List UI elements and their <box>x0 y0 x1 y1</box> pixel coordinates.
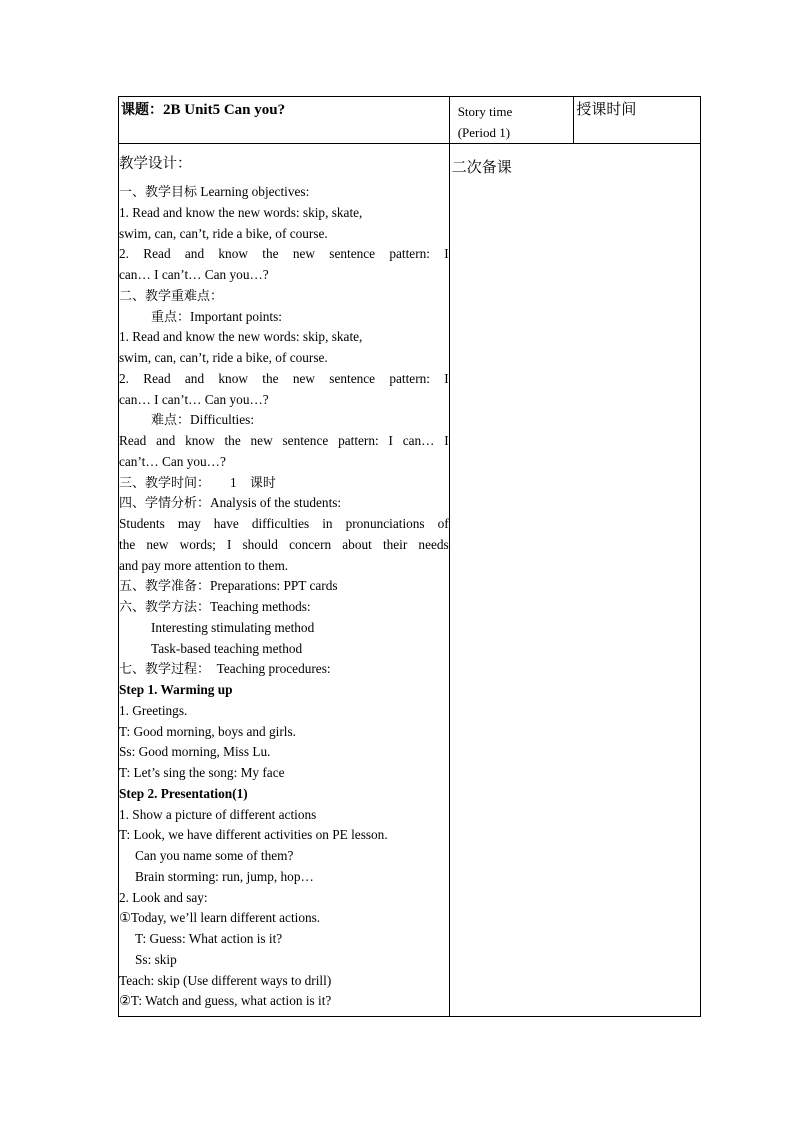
text-line: ①Today, we’ll learn different actions. <box>119 910 321 926</box>
title-cell <box>119 97 450 144</box>
lesson-plan-table <box>118 96 701 1017</box>
text-line: Read and know the new sentence pattern: I can… I <box>119 433 449 448</box>
text-line: swim, can, can’t, ride a bike, of course. <box>119 225 328 241</box>
text-line: can… I can’t… Can you…? <box>119 267 269 282</box>
second-preparation-cell <box>449 144 700 1017</box>
teaching-time-label: 授课时间 <box>576 100 637 118</box>
section-time: 三、教学时间： 1 课时 <box>119 474 276 491</box>
method-item: Interesting stimulating method <box>151 619 315 635</box>
text-line: T: Look, we have different activities on PE lesson. <box>119 827 388 843</box>
text-line: ②T: Watch and guess, what action is it? <box>119 993 332 1009</box>
design-heading: 教学设计： <box>119 156 192 172</box>
lesson-title: 课题：2B Unit5 Can you? <box>121 102 286 118</box>
text-line: Ss: skip <box>135 951 177 967</box>
text-line: Students may have difficulties in pronunciations of <box>119 516 449 531</box>
text-line: 1. Read and know the new words: skip, skate, <box>119 329 363 345</box>
text-line: Ss: Good morning, Miss Lu. <box>119 744 271 760</box>
period-label: (Period 1) <box>457 125 511 140</box>
section-methods: 六、教学方法：Teaching methods: <box>119 599 311 615</box>
text-line: 1. Read and know the new words: skip, skate, <box>119 204 363 220</box>
text-line: T: Good morning, boys and girls. <box>119 723 296 739</box>
text-line: the new words; I should concern about their needs <box>119 536 449 552</box>
text-line: 2. Look and say: <box>119 889 208 905</box>
section-analysis: 四、学情分析：Analysis of the students: <box>119 495 342 512</box>
text-line: 2. Read and know the new sentence pattern: I <box>119 370 449 386</box>
text-line: Teach: skip (Use different ways to drill) <box>119 972 332 988</box>
difficulties-label: 难点：Difficulties: <box>151 412 255 429</box>
lesson-content <box>119 144 449 1012</box>
text-line: can… I can’t… Can you…? <box>119 391 269 407</box>
story-time-cell <box>449 97 574 144</box>
section-preparations: 五、教学准备：Preparations: PPT cards <box>119 578 338 595</box>
important-points-label: 重点：Important points: <box>151 308 282 325</box>
story-time-label: Story time <box>457 104 513 119</box>
step-heading: Step 1. Warming up <box>119 682 233 697</box>
text-line: swim, can, can’t, ride a bike, of course. <box>119 350 328 365</box>
text-line: 1. Greetings. <box>119 702 188 718</box>
text-line: Brain storming: run, jump, hop… <box>135 868 314 884</box>
text-line: T: Guess: What action is it? <box>135 931 283 946</box>
method-item: Task-based teaching method <box>151 640 303 656</box>
section-procedures: 七、教学过程： Teaching procedures: <box>119 661 331 678</box>
text-line: Can you name some of them? <box>135 848 294 863</box>
text-line: 1. Show a picture of different actions <box>119 806 317 822</box>
section-key-points: 二、教学重难点： <box>119 288 224 304</box>
step-heading: Step 2. Presentation(1) <box>119 785 248 801</box>
teaching-time-cell <box>574 97 701 144</box>
design-cell <box>119 144 450 1017</box>
text-line: T: Let’s sing the song: My face <box>119 765 285 780</box>
text-line: 2. Read and know the new sentence pattern: I <box>119 246 449 262</box>
section-objectives: 一、教学目标 Learning objectives: <box>119 184 310 200</box>
text-line: and pay more attention to them. <box>119 557 289 573</box>
text-line: can’t… Can you…? <box>119 453 226 469</box>
second-preparation-label: 二次备课 <box>451 158 512 176</box>
